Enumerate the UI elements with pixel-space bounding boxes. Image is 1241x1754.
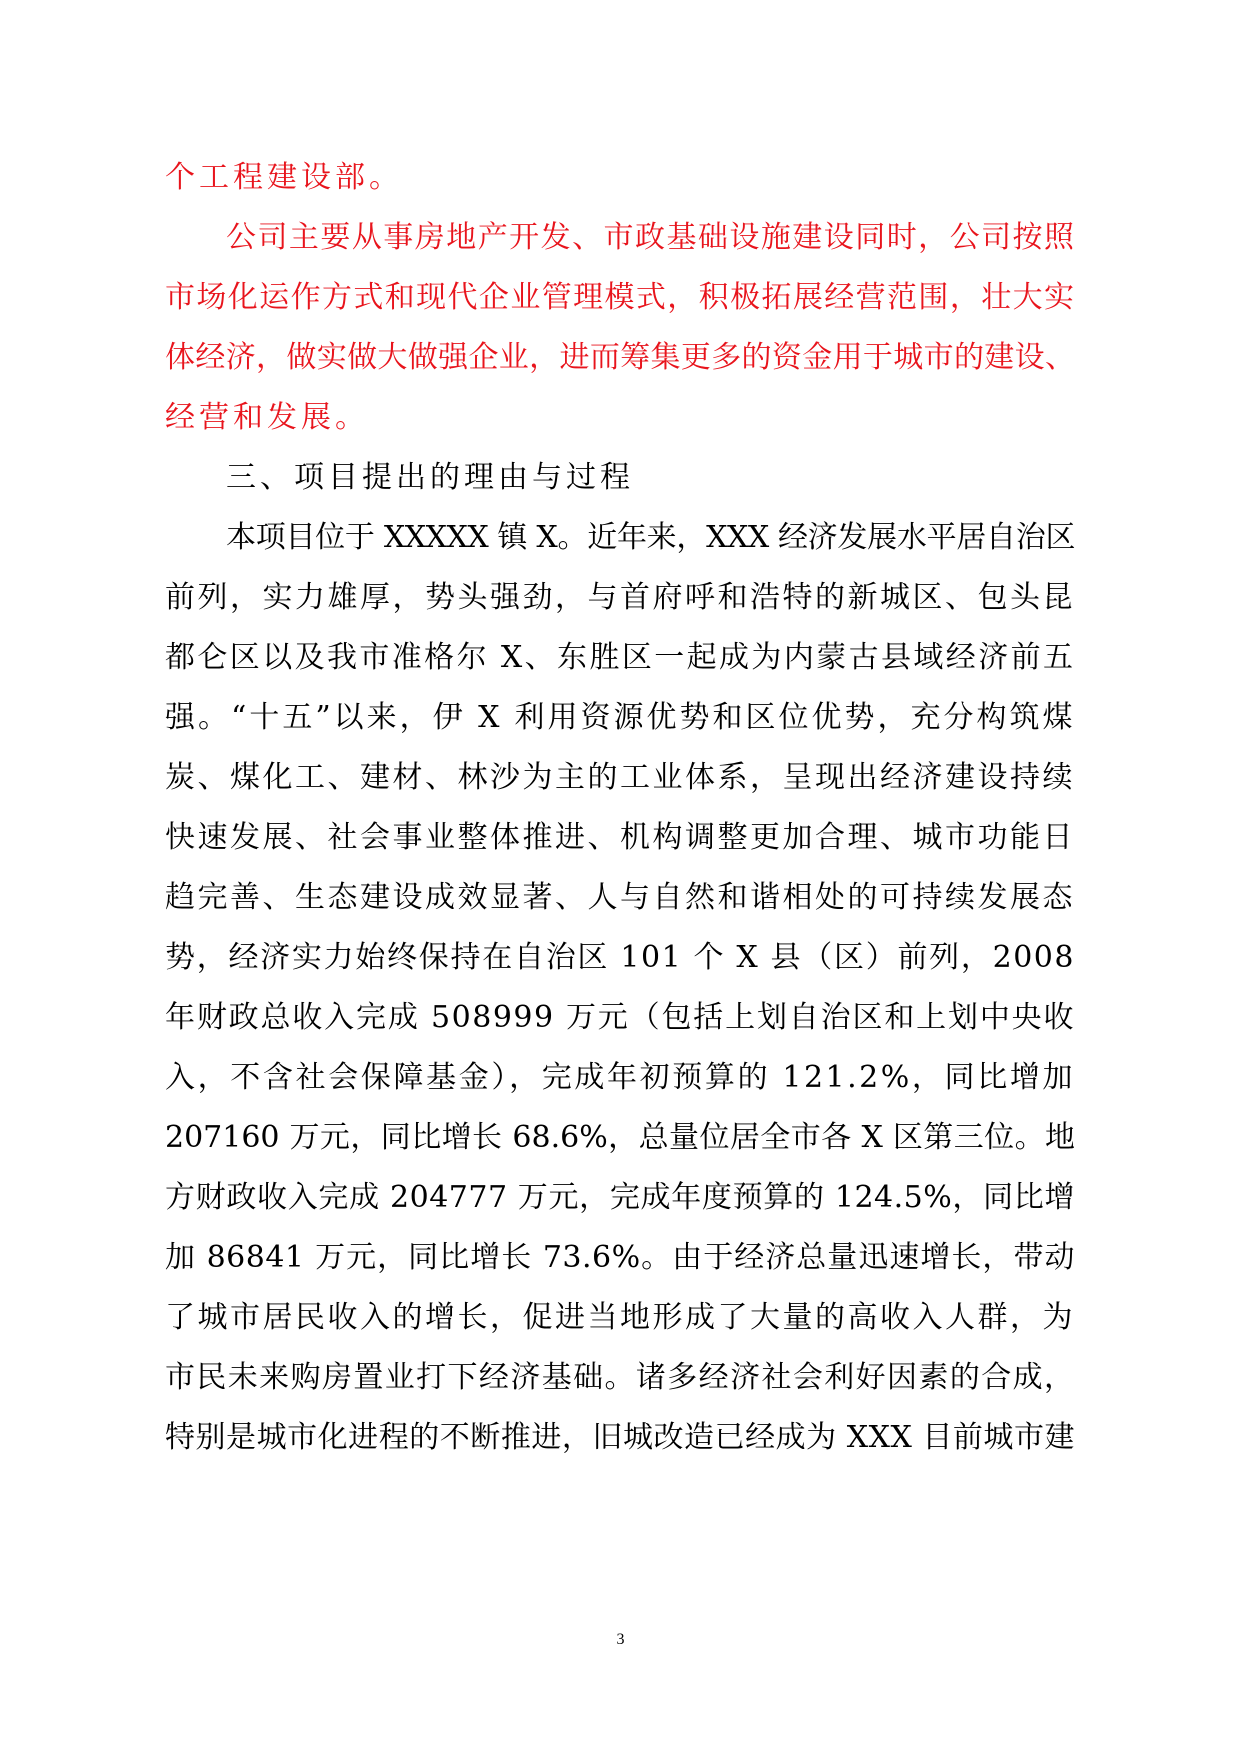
body-text-line: 年财政总收入完成 508999 万元（包括上划自治区和上划中央收	[165, 1000, 1075, 1035]
body-text-line: 趋完善、生态建设成效显著、人与自然和谐相处的可持续发展态	[165, 880, 1075, 915]
body-text-line: 炭、煤化工、建材、林沙为主的工业体系，呈现出经济建设持续	[165, 760, 1075, 795]
red-text-line: 市场化运作方式和现代企业管理模式，积极拓展经营范围，壮大实	[165, 280, 1075, 315]
body-text-line: 了城市居民收入的增长，促进当地形成了大量的高收入人群，为	[165, 1300, 1075, 1335]
body-text-line: 加 86841 万元，同比增长 73.6%。由于经济总量迅速增长，带动	[165, 1240, 1075, 1275]
section-heading: 三、项目提出的理由与过程	[226, 460, 634, 495]
red-text-line: 体经济，做实做大做强企业，进而筹集更多的资金用于城市的建设、	[165, 340, 1075, 375]
body-text-line: 前列，实力雄厚，势头强劲，与首府呼和浩特的新城区、包头昆	[165, 580, 1075, 615]
red-text-line: 公司主要从事房地产开发、市政基础设施建设同时，公司按照	[226, 220, 1075, 255]
body-text-line: 都仑区以及我市准格尔 X、东胜区一起成为内蒙古县域经济前五	[165, 640, 1075, 675]
body-text-line: 强。“十五”以来，伊 X 利用资源优势和区位优势，充分构筑煤	[165, 700, 1075, 735]
body-text-line: 势，经济实力始终保持在自治区 101 个 X 县（区）前列，2008	[165, 940, 1075, 975]
page-number: 3	[616, 1631, 625, 1648]
body-text-line: 市民未来购房置业打下经济基础。诸多经济社会利好因素的合成，	[165, 1360, 1075, 1395]
body-text-line: 特别是城市化进程的不断推进，旧城改造已经成为 XXX 目前城市建	[165, 1420, 1075, 1455]
body-text-line: 207160 万元，同比增长 68.6%，总量位居全市各 X 区第三位。地	[165, 1120, 1075, 1155]
body-text-line: 方财政收入完成 204777 万元，完成年度预算的 124.5%，同比增	[165, 1180, 1075, 1215]
red-text-line: 个工程建设部。	[165, 160, 403, 195]
body-text-line: 本项目位于 XXXXX 镇 X。近年来，XXX 经济发展水平居自治区	[226, 520, 1075, 555]
red-text-line: 经营和发展。	[165, 400, 369, 435]
body-text-line: 入，不含社会保障基金），完成年初预算的 121.2%，同比增加	[165, 1060, 1075, 1095]
body-text-line: 快速发展、社会事业整体推进、机构调整更加合理、城市功能日	[165, 820, 1075, 855]
